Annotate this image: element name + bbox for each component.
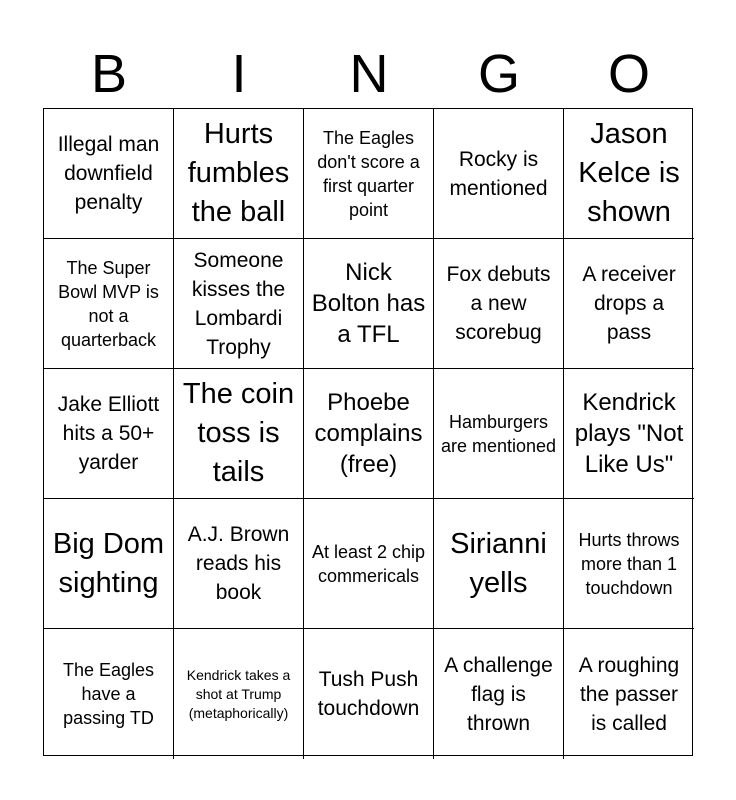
header-letter-i: I bbox=[231, 44, 247, 104]
cell-text: Rocky is mentioned bbox=[449, 147, 548, 200]
bingo-cell[interactable] bbox=[304, 109, 434, 239]
cell-text: Kendrick takes a shot at Trump (metaphorically) bbox=[186, 666, 291, 721]
cell-text: Jake Elliott hits a 50+ yarder bbox=[57, 393, 160, 474]
bingo-cell[interactable] bbox=[44, 369, 174, 499]
bingo-cell[interactable] bbox=[174, 239, 304, 369]
cell-text: A receiver drops a pass bbox=[582, 263, 676, 344]
bingo-header bbox=[44, 40, 694, 108]
bingo-cell[interactable] bbox=[434, 499, 564, 629]
cell-text: Sirianni yells bbox=[450, 527, 547, 599]
cell-text: Someone kisses the Lombardi Trophy bbox=[191, 248, 286, 359]
bingo-cell[interactable] bbox=[44, 629, 174, 759]
cell-text: Kendrick plays "Not Like Us" bbox=[574, 389, 684, 478]
cell-text: The coin toss is tails bbox=[182, 378, 295, 488]
cell-text: The Eagles don't score a first quarter point bbox=[317, 127, 420, 220]
cell-text: Phoebe complains (free) bbox=[314, 389, 423, 478]
cell-text: Big Dom sighting bbox=[52, 527, 165, 599]
cell-text: Fox debuts a new scorebug bbox=[446, 263, 551, 344]
bingo-cell[interactable] bbox=[564, 239, 694, 369]
bingo-grid bbox=[43, 108, 693, 756]
bingo-cell[interactable] bbox=[304, 499, 434, 629]
header-letter-o: O bbox=[607, 44, 650, 104]
cell-text: Tush Push touchdown bbox=[317, 668, 420, 720]
cell-text: A roughing the passer is called bbox=[578, 653, 680, 735]
bingo-cell[interactable] bbox=[174, 499, 304, 629]
bingo-cell[interactable] bbox=[304, 239, 434, 369]
bingo-cell[interactable] bbox=[174, 369, 304, 499]
bingo-cell[interactable] bbox=[44, 239, 174, 369]
bingo-cell[interactable] bbox=[434, 109, 564, 239]
header-letter-b: B bbox=[90, 44, 128, 104]
cell-text: The Eagles have a passing TD bbox=[62, 660, 155, 728]
cell-text: Hurts throws more than 1 touchdown bbox=[578, 529, 680, 598]
bingo-cell[interactable] bbox=[44, 499, 174, 629]
header-letter-g: G bbox=[477, 44, 520, 104]
bingo-cell[interactable] bbox=[44, 109, 174, 239]
cell-text: A.J. Brown reads his book bbox=[187, 523, 290, 604]
cell-text: At least 2 chip commericals bbox=[311, 541, 426, 586]
bingo-cell[interactable] bbox=[434, 629, 564, 759]
bingo-cell[interactable] bbox=[174, 109, 304, 239]
bingo-cell[interactable] bbox=[564, 369, 694, 499]
bingo-cell[interactable] bbox=[434, 369, 564, 499]
bingo-cell[interactable] bbox=[564, 109, 694, 239]
bingo-cell[interactable] bbox=[434, 239, 564, 369]
cell-text: Hamburgers are mentioned bbox=[440, 411, 557, 456]
cell-text: A challenge flag is thrown bbox=[444, 653, 553, 735]
cell-text: Jason Kelce is shown bbox=[578, 118, 680, 228]
bingo-cell[interactable] bbox=[304, 629, 434, 759]
bingo-cell[interactable] bbox=[304, 369, 434, 499]
cell-text: Illegal man downfield penalty bbox=[57, 133, 160, 214]
cell-text: Nick Bolton has a TFL bbox=[311, 259, 426, 348]
bingo-cell[interactable] bbox=[564, 629, 694, 759]
bingo-cell[interactable] bbox=[174, 629, 304, 759]
header-letter-n: N bbox=[349, 44, 389, 104]
cell-text: The Super Bowl MVP is not a quarterback bbox=[58, 257, 159, 350]
cell-text: Hurts fumbles the ball bbox=[187, 118, 290, 228]
bingo-cell[interactable] bbox=[564, 499, 694, 629]
